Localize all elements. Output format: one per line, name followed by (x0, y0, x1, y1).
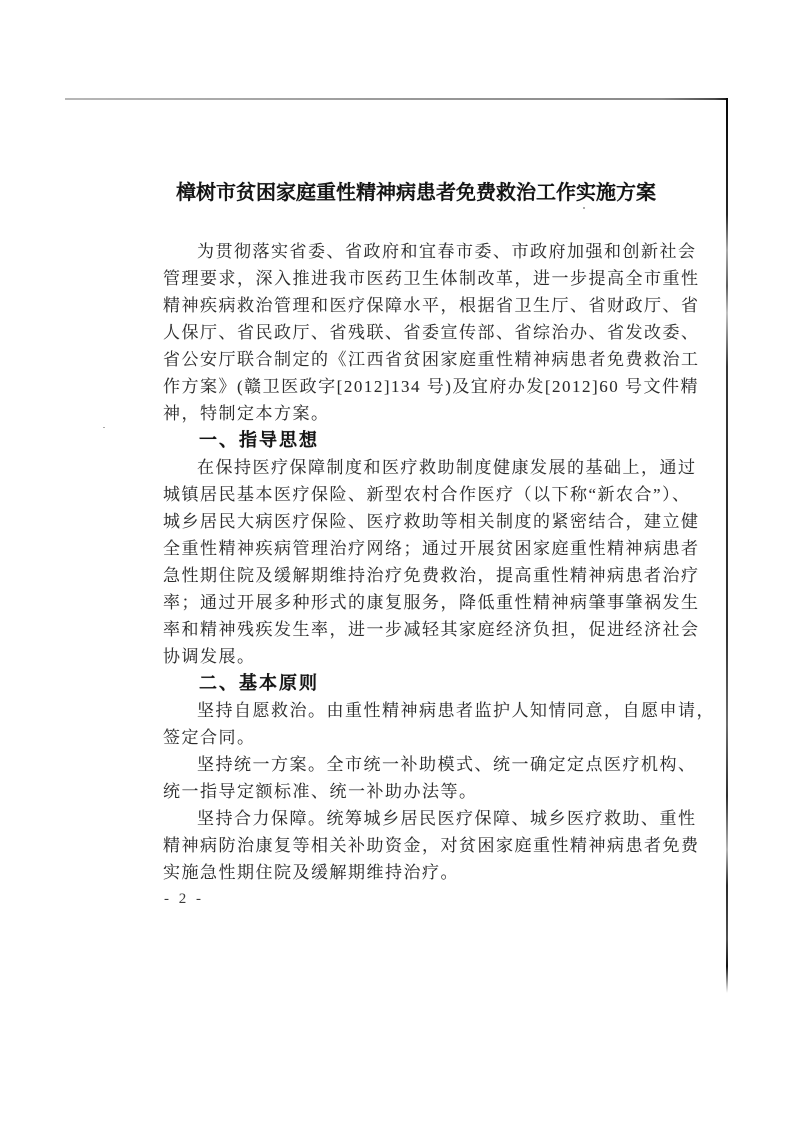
scan-speckle (103, 427, 105, 428)
text-line: 率；通过开展多种形式的康复服务，降低重性精神病肇事肇祸发生 (163, 593, 700, 612)
text-line: 城乡居民大病医疗保险、医疗救助等相关制度的紧密结合，建立健 (163, 512, 700, 531)
text-line: 坚持自愿救治。由重性精神病患者监护人知情同意，自愿申请， (197, 701, 715, 720)
text-line: 神，特制定本方案。 (163, 404, 330, 423)
document-body (163, 238, 715, 886)
scan-right-edge-line (726, 98, 728, 993)
document-content (163, 180, 715, 886)
text-line: 人保厅、省民政厅、省残联、省委宣传部、省综治办、省发改委、 (163, 323, 700, 342)
text-line: 省公安厅联合制定的《江西省贫困家庭重性精神病患者免费救治工 (163, 350, 700, 369)
text-line: 协调发展。 (163, 647, 256, 666)
text-line: 实施急性期住院及缓解期维持治疗。 (163, 863, 459, 882)
text-line: 在保持医疗保障制度和医疗救助制度健康发展的基础上，通过 (197, 458, 697, 477)
section-heading: 二、基本原则 (199, 673, 319, 693)
page-number: - 2 - (164, 891, 204, 907)
document-title: 樟树市贫困家庭重性精神病患者免费救治工作实施方案 (176, 182, 656, 204)
text-line: 为贯彻落实省委、省政府和宜春市委、市政府加强和创新社会 (197, 242, 697, 261)
text-line: 急性期住院及缓解期维持治疗免费救治，提高重性精神病患者治疗 (163, 566, 700, 585)
text-line: 坚持统一方案。全市统一补助模式、统一确定定点医疗机构、 (197, 755, 697, 774)
section-heading: 一、指导思想 (199, 430, 319, 450)
text-line: 城镇居民基本医疗保险、新型农村合作医疗（以下称“新农合”）、 (163, 485, 691, 504)
text-line: 坚持合力保障。统筹城乡居民医疗保障、城乡医疗救助、重性 (197, 809, 697, 828)
text-line: 作方案》(赣卫医政字[2012]134 号)及宜府办发[2012]60 号文件精 (163, 377, 699, 396)
scan-top-edge-line (65, 98, 728, 100)
text-line: 统一指导定额标准、统一补助办法等。 (163, 782, 478, 801)
text-line: 精神疾病救治管理和医疗保障水平，根据省卫生厅、省财政厅、省 (163, 296, 700, 315)
text-line: 签定合同。 (163, 728, 256, 747)
text-line: 精神病防治康复等相关补助资金，对贫困家庭重性精神病患者免费 (163, 836, 700, 855)
text-line: 率和精神残疾发生率，进一步减轻其家庭经济负担，促进经济社会 (163, 620, 700, 639)
text-line: 全重性精神疾病管理治疗网络；通过开展贫困家庭重性精神病患者 (163, 539, 700, 558)
text-line: 管理要求，深入推进我市医药卫生体制改革，进一步提高全市重性 (163, 269, 700, 288)
